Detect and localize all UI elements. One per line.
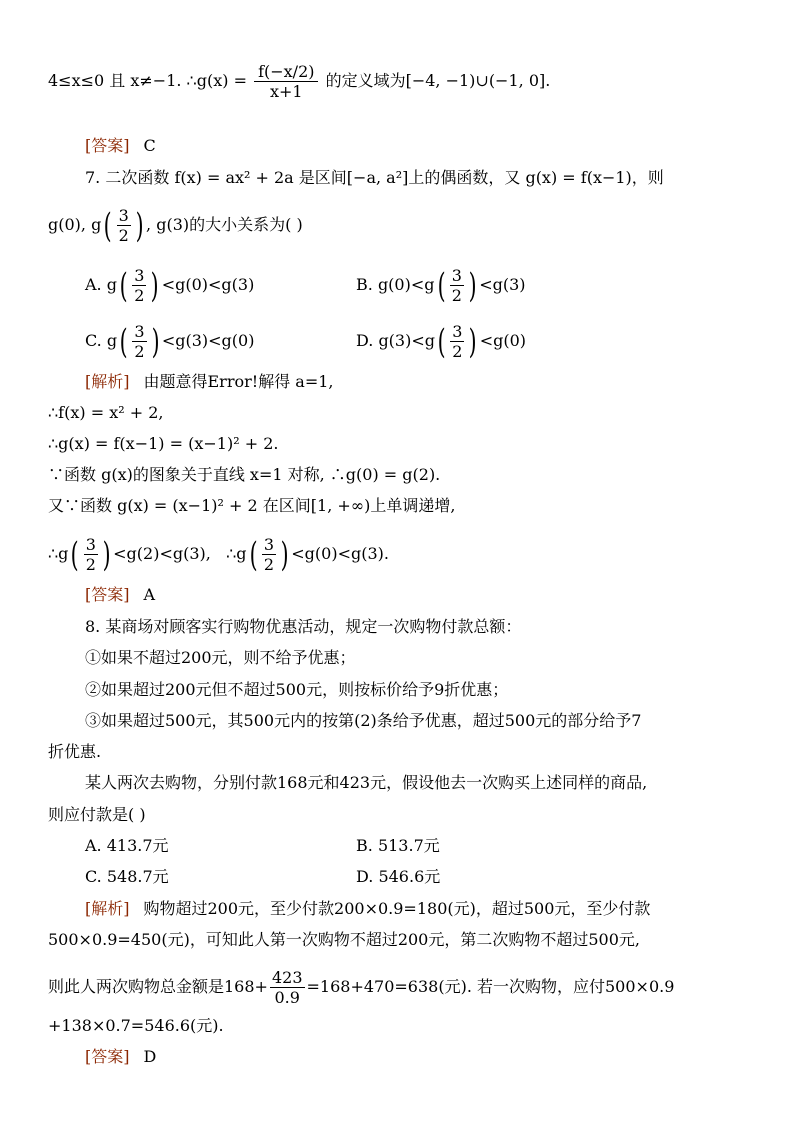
q7-analysis-line2: ∴f(x) = x² + 2, (48, 403, 164, 422)
q7-conclusion: ∴g( $\frac{3}{2}$ ) <g(2)<g(3), ∴g( $\frac{3}{2}$ ) <g(0)<g(3). (48, 534, 389, 575)
q6-pre: 4≤x≤0 且 x≠−1. ∴g(x) = (48, 71, 247, 91)
q7-option-d: D. g(3)<g( $\frac{3}{2}$ ) <g(0) (356, 321, 527, 362)
analysis-tag: [解析] (85, 899, 130, 918)
answer-value: A (143, 585, 156, 604)
q8-rule-2: ②如果超过200元但不超过500元，则按标价给予9折优惠； (85, 680, 509, 699)
q7-option-c: C. g( $\frac{3}{2}$ ) <g(3)<g(0) (85, 321, 255, 362)
q7-stem-line1: 7. 二次函数 f(x) = ax² + 2a 是区间[−a, a²]上的偶函数，又 g(x) = f(x−1)，则 (85, 168, 664, 187)
q7-stem-line2: g(0), g( $\frac{3}{2}$ ) , g(3)的大小关系为( ) (48, 205, 303, 246)
answer-value: D (143, 1047, 157, 1066)
q7-option-a: A. g( $\frac{3}{2}$ ) <g(0)<g(3) (85, 265, 255, 306)
q8-rule-1: ①如果不超过200元，则不给予优惠； (85, 648, 356, 667)
q6-post: 的定义域为[−4, −1)∪(−1, 0]. (325, 71, 551, 91)
q8-analysis-line1: [解析] 购物超过200元，至少付款200×0.9=180(元)，超过500元，至少付款 (85, 899, 651, 918)
answer-tag: [答案] (85, 136, 130, 155)
q8-option-a: A. 413.7元 (85, 836, 169, 855)
q7-option-b: B. g(0)<g( $\frac{3}{2}$ ) <g(3) (356, 265, 526, 306)
q8-answer (85, 1047, 156, 1067)
q7-analysis-line4: ∵函数 g(x)的图象关于直线 x=1 对称, ∴g(0) = g(2). (48, 465, 441, 484)
q7-stem2b: , g(3)的大小关系为( ) (146, 215, 303, 235)
q6-frac-num: f(−x/2) (254, 62, 318, 82)
q7-analysis-line1: [解析] 由题意得Error!解得 a=1, (85, 372, 334, 391)
q8-question-line1: 某人两次去购物，分别付款168元和423元，假设他去一次购买上述同样的商品, (85, 773, 648, 792)
q7-stem2a: g(0), g (48, 215, 102, 235)
q7-analysis-line5: 又∵函数 g(x) = (x−1)² + 2 在区间[1, +∞)上单调递增, (48, 496, 456, 515)
q8-option-d: D. 546.6元 (356, 867, 441, 886)
q6-fraction (254, 62, 318, 101)
q8-analysis-line3: 则此人两次购物总金额是168+ $\frac{423}{0.9}$ =168+470=638(元). 若一次购物，应付500×0.9 (48, 968, 675, 1008)
q8-rule-3-cont: 折优惠. (48, 742, 102, 761)
q6-frac-den: x+1 (269, 82, 303, 102)
fraction: $\frac{3}{2}$ (118, 206, 129, 246)
q7-analysis-line3: ∴g(x) = f(x−1) = (x−1)² + 2. (48, 434, 279, 453)
analysis-tag: [解析] (85, 372, 130, 391)
q7-answer (85, 585, 155, 605)
q8-stem: 8. 某商场对顾客实行购物优惠活动，规定一次购物付款总额： (85, 617, 522, 636)
answer-tag: [答案] (85, 1047, 130, 1066)
answer-value: C (143, 136, 156, 155)
q8-rule-3: ③如果超过500元，其500元内的按第(2)条给予优惠，超过500元的部分给予7 (85, 711, 642, 730)
q8-analysis-line2: 500×0.9=450(元)，可知此人第一次购物不超过200元，第二次购物不超过500元, (48, 930, 640, 949)
q8-question-line2: 则应付款是( ) (48, 805, 146, 824)
q6-answer (85, 136, 156, 156)
q6-domain-line (48, 62, 550, 101)
q8-option-c: C. 548.7元 (85, 867, 169, 886)
q8-analysis-line4: +138×0.7=546.6(元). (48, 1016, 224, 1035)
q8-option-b: B. 513.7元 (356, 836, 440, 855)
answer-tag: [答案] (85, 585, 130, 604)
